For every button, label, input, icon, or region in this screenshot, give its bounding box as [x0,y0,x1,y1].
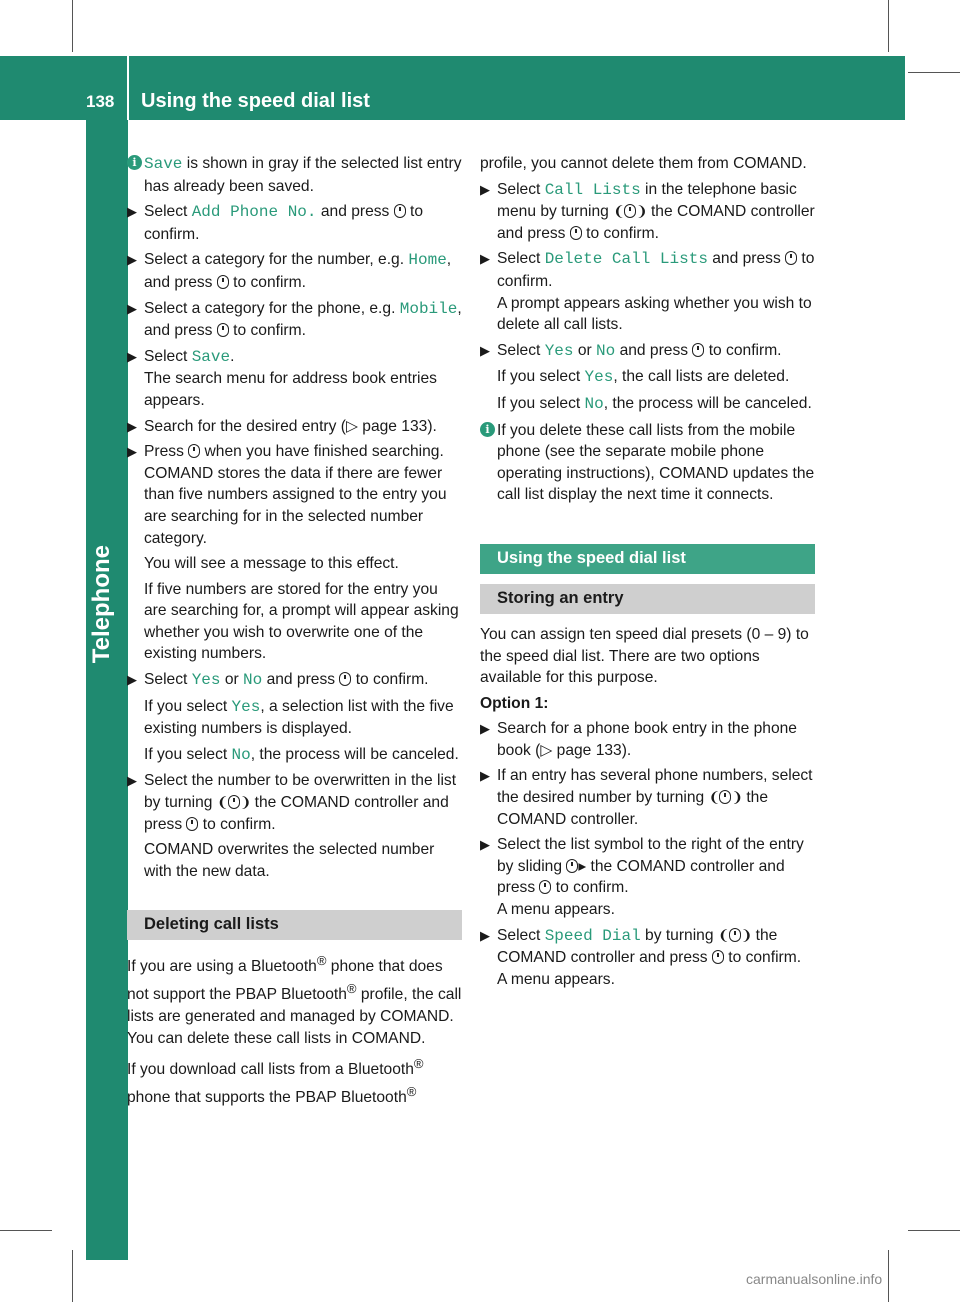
crop-mark [72,0,73,52]
instruction-step: ▶ Select Save. The search menu for address book entries appears. [127,347,437,409]
section-label: Telephone [88,545,115,664]
arrow-icon: ▶ [127,672,137,688]
page-title: Using the speed dial list [141,90,370,112]
arrow-icon: ▶ [127,204,137,220]
instruction-step: ▶ Select Speed Dial by turning ❨ ❩ the COMAND controller and press to confirm. A menu appears. [480,926,802,988]
instruction-step: ▶ Select the list symbol to the right of the entry by sliding ▸ the COMAND controller and press to confirm. A menu appears. [480,836,804,919]
instruction-step: ▶ Select Yes or No and press to confirm. If you select Yes, a selection list with the five existing numbers is displayed. If you select No, the process will be canceled. [127,671,459,764]
arrow-icon: ▶ [480,251,490,267]
controller-turn-icon: ❨ ❩ [613,203,647,220]
arrow-icon: ▶ [480,721,490,737]
crop-mark [888,1250,889,1302]
page-reference: ▷ page 133). [345,417,437,435]
controller-press-icon [785,251,797,265]
arrow-icon: ▶ [127,444,137,460]
header-separator [127,56,129,120]
instruction-step: ▶ Search for a phone book entry in the phone book (▷ page 133). [480,720,797,759]
arrow-icon: ▶ [127,348,137,364]
info-icon: i [480,422,495,437]
instruction-step: ▶ Press when you have finished searching. COMAND stores the data if there are fewer than five numbers assigned to the entry you are searching for in the selected number category. You will see a message to this effect. If five numbers are stored for the entry you are searching for, a prompt will appear asking whether you wish to overwrite one of the existing numbers. [127,443,459,663]
subsection-heading: Storing an entry [480,584,815,614]
arrow-icon: ▶ [480,181,490,197]
crop-mark [72,1250,73,1302]
option-label: Option 1: [480,694,549,712]
arrow-icon: ▶ [480,927,490,943]
section-heading: Deleting call lists [127,910,462,940]
arrow-icon: ▶ [480,768,490,784]
paragraph: profile, you cannot delete them from COMAND. [480,155,807,172]
instruction-step: ▶ Select a category for the number, e.g. Home, and press to confirm. [127,251,452,291]
arrow-icon: ▶ [127,773,137,789]
controller-turn-icon: ❨ ❩ [717,926,752,943]
controller-press-icon [712,950,724,964]
paragraph: You can assign ten speed dial presets (0 – 9) to the speed dial list. There are two options available for this purpose. [480,625,809,687]
instruction-step: ▶ Search for the desired entry (▷ page 133). [127,416,462,438]
controller-press-icon [217,323,229,337]
crop-mark [888,0,889,52]
controller-press-icon [539,880,551,894]
instruction-step: ▶ If an entry has several phone numbers, select the desired number by turning ❨ ❩ the COMAND controller. [480,767,813,828]
instruction-step: ▶ Select Delete Call Lists and press to confirm. A prompt appears asking whether you wish to delete all call lists. [480,250,815,334]
controller-turn-icon: ❨ ❩ [708,789,742,806]
instruction-step: ▶ Select Add Phone No. and press to confirm. [127,203,424,243]
arrow-icon: ▶ [127,300,137,316]
arrow-icon: ▶ [127,252,137,268]
arrow-icon: ▶ [127,418,137,434]
instruction-step: ▶ Select Yes or No and press to confirm. If you select Yes, the call lists are deleted. If you select No, the process will be canceled. [480,341,812,413]
instruction-step: ▶ Select the number to be overwritten in the list by turning ❨ ❩ the COMAND controller and press to confirm. COMAND overwrites the selected number with the new data. [127,772,457,880]
crop-mark [908,72,960,73]
right-column [480,153,815,994]
section-heading: Using the speed dial list [480,544,815,574]
page-number: 138 [86,92,115,111]
info-note: i Save is shown in gray if the selected list entry has already been saved. [127,153,462,197]
controller-press-icon [186,817,198,831]
arrow-icon: ▶ [480,837,490,853]
info-icon: i [127,155,142,170]
controller-press-icon [570,226,582,240]
crop-mark [908,1230,960,1231]
arrow-icon: ▶ [480,342,490,358]
controller-press-icon [394,204,406,218]
controller-press-icon [692,343,704,357]
controller-slide-icon [566,859,578,873]
controller-press-icon [217,275,229,289]
controller-turn-icon: ❨ ❩ [216,794,251,811]
left-column [127,153,462,1113]
info-note: i If you delete these call lists from the mobile phone (see the separate mobile phone operating instructions), COMAND updates the call list display the next time it connects. [480,420,815,506]
paragraph: If you are using a Bluetooth® phone that does not support the PBAP Bluetooth® profile, the call lists are generated and managed by COMAND. You can delete these call lists in COMAND. [127,953,462,1047]
watermark: carmanualsonline.info [746,1271,883,1287]
instruction-step: ▶ Select Call Lists in the telephone basic menu by turning ❨ ❩ the COMAND controller and press to confirm. [480,180,815,242]
page-reference: ▷ page 133). [540,741,632,759]
paragraph: If you download call lists from a Bluetooth® phone that supports the PBAP Bluetooth® [127,1056,424,1107]
controller-press-icon [339,672,351,686]
instruction-step: ▶ Select a category for the phone, e.g. Mobile, and press to confirm. [127,299,462,340]
controller-press-icon [188,444,200,458]
header-bar [0,56,905,120]
crop-mark [0,1230,52,1231]
